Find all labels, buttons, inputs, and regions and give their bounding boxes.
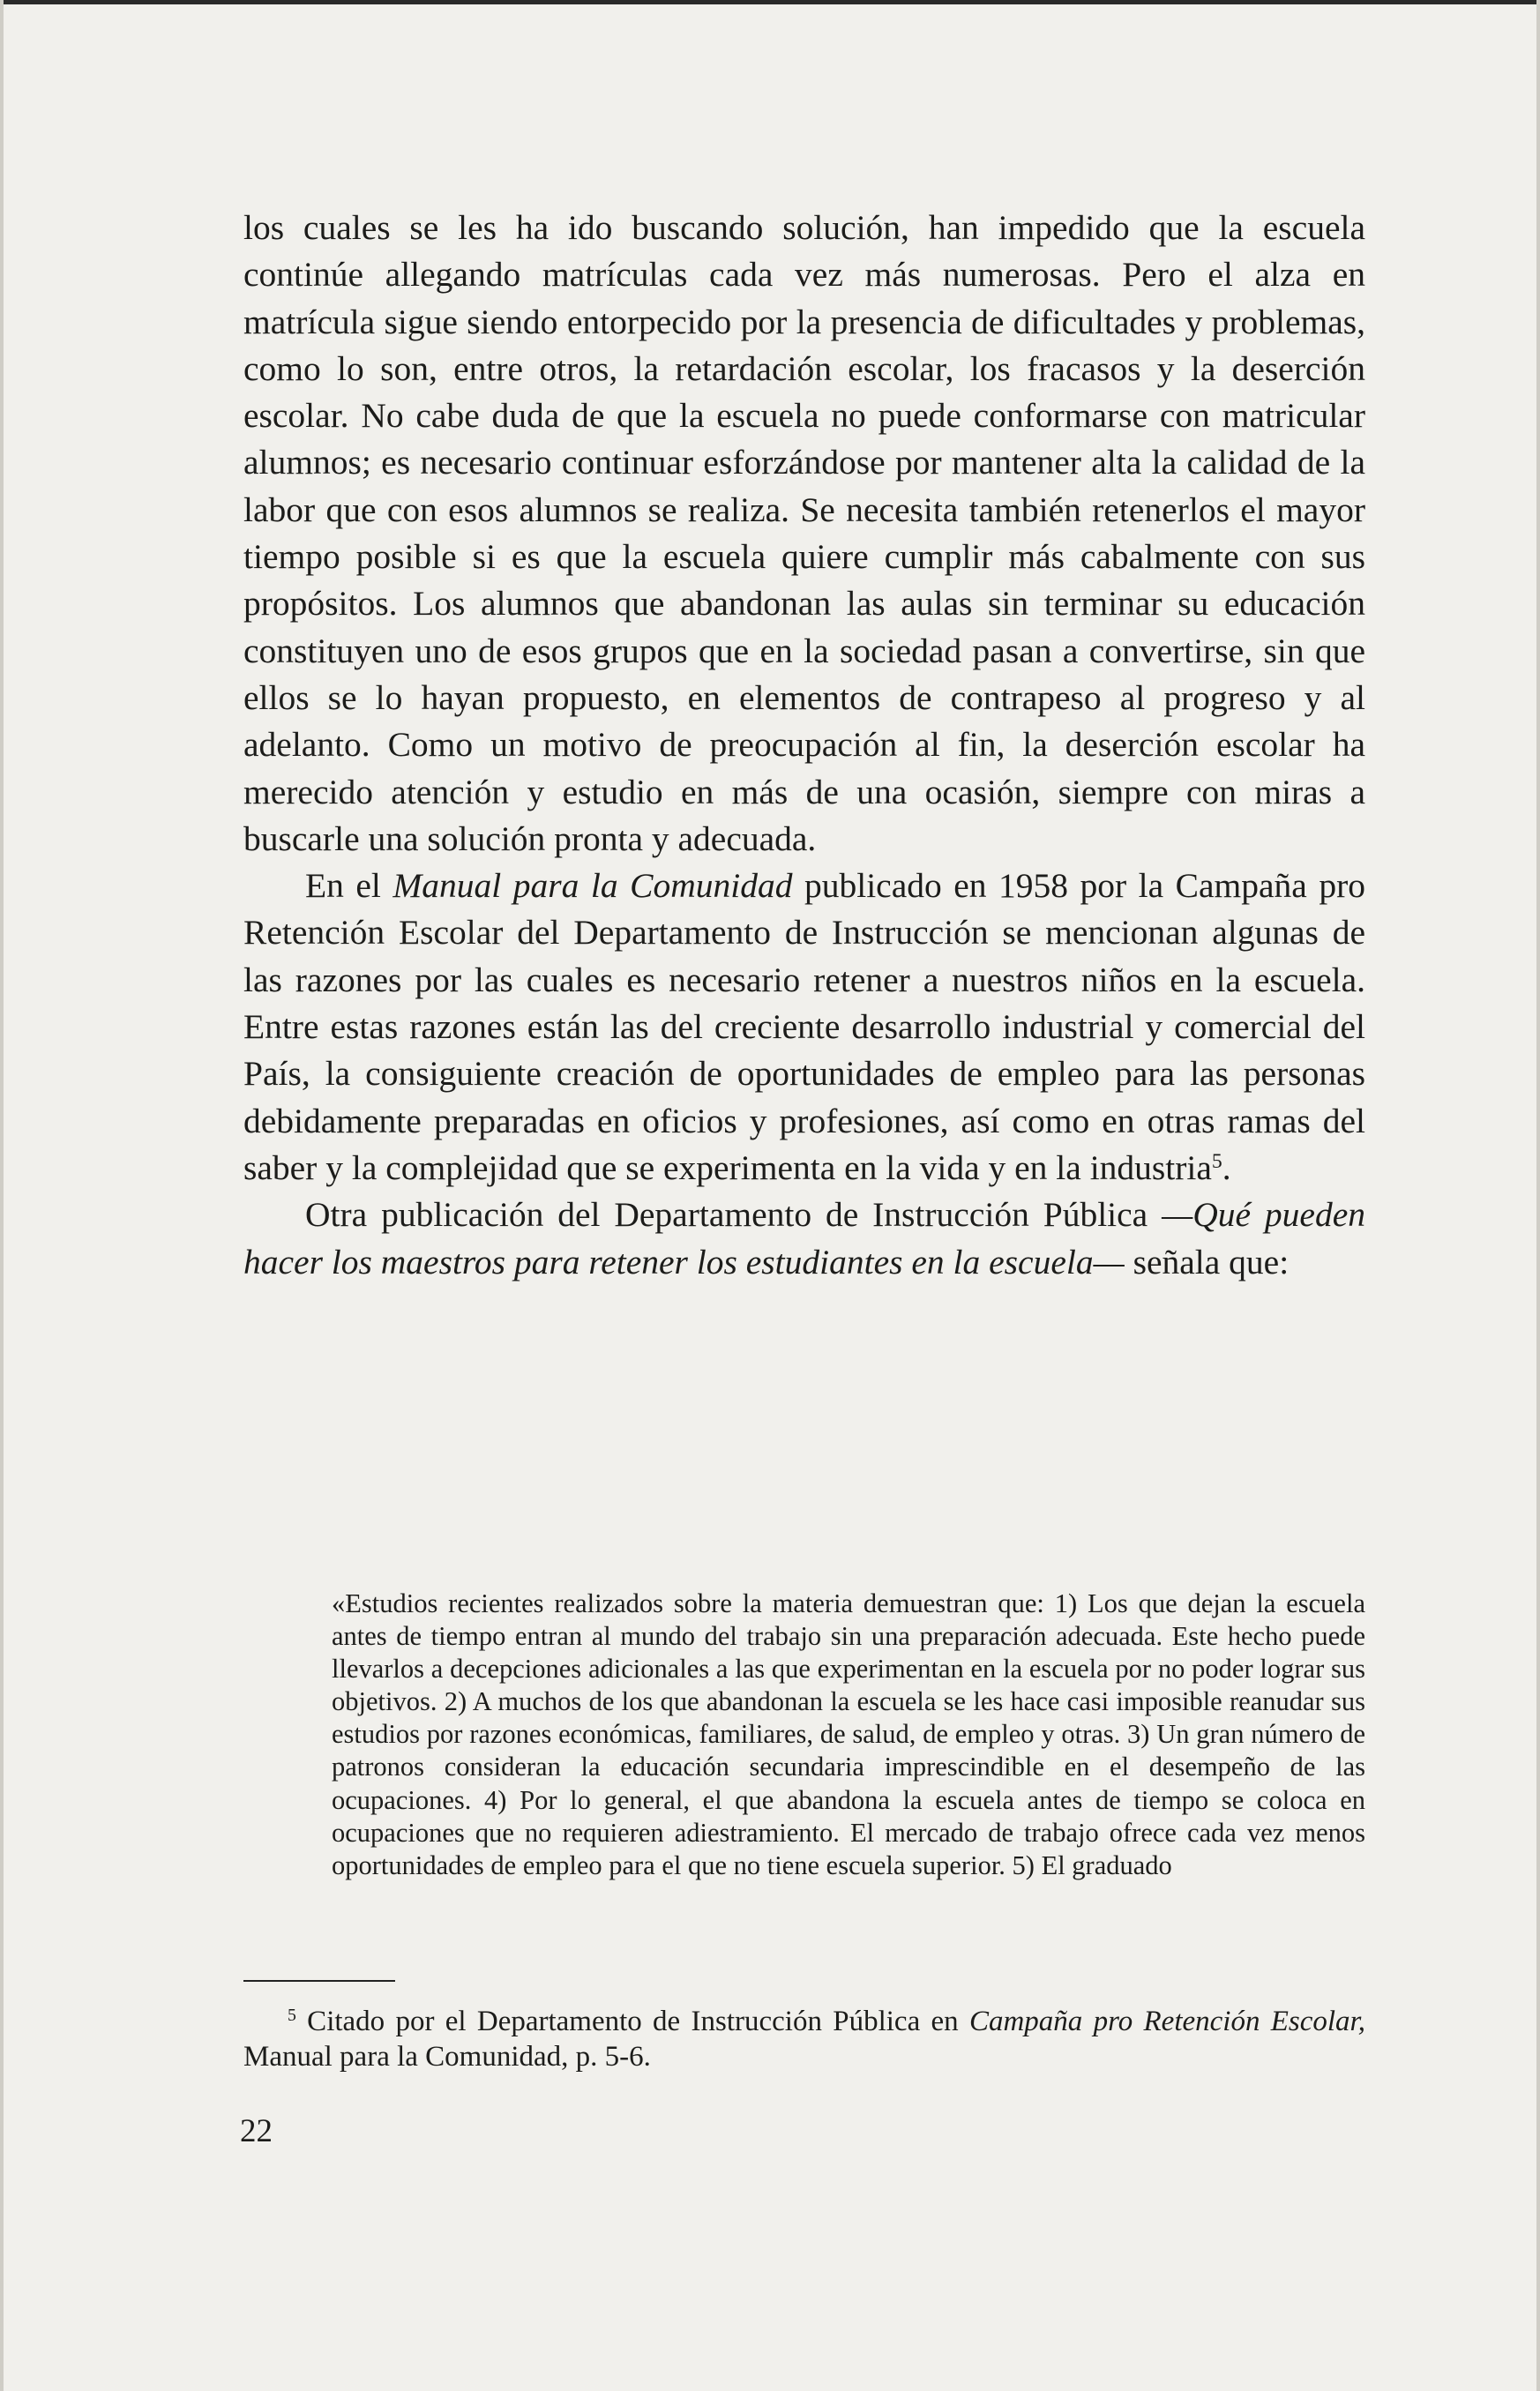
- page-number: 22: [240, 2113, 273, 2149]
- footnote-text-end: Manual para la Comunidad, p. 5-6.: [243, 2041, 651, 2073]
- block-quote: [332, 1588, 1365, 1882]
- footnote: [243, 2004, 1365, 2074]
- page-left-edge: [0, 0, 4, 2391]
- page-right-edge: [1536, 0, 1540, 2391]
- main-text: [243, 205, 1365, 1286]
- footnote-text-start: Citado por el Departamento de Instrucción Pública en: [295, 2006, 969, 2037]
- paragraph-3-end: señala que:: [1124, 1242, 1290, 1281]
- paragraph-2-body: publicado en 1958 por la Campaña pro Retención Escolar del Departamento de Instrucción se mencionan algunas de las razones por las cuales es necesario retener a nuestros niños en la escuela. Entre estas razones están las del creciente desarrollo industrial y comercial del País, la consiguiente creación de oportunidades de empleo para las personas debidamente preparadas en oficios y profesiones, así como en otras ramas del saber y la complejidad que se experimenta en la vida y en la industria: [243, 866, 1365, 1187]
- footnote-reference: 5: [1211, 1149, 1222, 1173]
- page-top-edge: [0, 0, 1540, 4]
- paragraph-3: [243, 1192, 1365, 1286]
- paragraph-2: [243, 863, 1365, 1192]
- publication-title: —Qué pueden hacer los maestros para retener los estudiantes en la escuela—: [243, 1195, 1365, 1281]
- footnote-marker: 5: [288, 2006, 296, 2026]
- footnote-title: Campaña pro Retención Escolar,: [968, 2006, 1365, 2037]
- footnote-rule: [243, 1980, 395, 1982]
- paragraph-2-start: En el: [305, 866, 393, 906]
- paragraph-3-start: Otra publicación del Departamento de Instrucción Pública: [305, 1195, 1162, 1235]
- quote-text: «Estudios recientes realizados sobre la materia demuestran que: 1) Los que dejan la escuela antes de tiempo entran al mundo del trabajo sin una preparación adecuada. Este hecho puede llevarlos a decepciones adicionales a las que experimentan en la escuela por no poder lograr sus objetivos. 2) A muchos de los que abandonan la escuela se les hace casi imposible reanudar sus estudios por razones económicas, familiares, de salud, de empleo y otras. 3) Un gran número de patronos consideran la educación secundaria imprescindible en el desempeño de las ocupaciones. 4) Por lo general, el que abandona la escuela antes de tiempo se coloca en ocupaciones que no requieren adiestramiento. El mercado de trabajo ofrece cada vez menos oportunidades de empleo para el que no tiene escuela superior. 5) El graduado: [332, 1588, 1365, 1880]
- paragraph-2-end: .: [1222, 1147, 1231, 1187]
- paragraph-1: los cuales se les ha ido buscando solución, han impedido que la escuela continúe allegando matrículas cada vez más numerosas. Pero el alza en matrícula sigue siendo entorpecido por la presencia de dificultades y problemas, como lo son, entre otros, la retardación escolar, los fracasos y la deserción escolar. No cabe duda de que la escuela no puede conformarse con matricular alumnos; es necesario continuar esforzándose por mantener alta la calidad de la labor que con esos alumnos se realiza. Se necesita también retenerlos el mayor tiempo posible si es que la escuela quiere cumplir más cabalmente con sus propósitos. Los alumnos que abandonan las aulas sin terminar su educación constituyen uno de esos grupos que en la sociedad pasan a convertirse, sin que ellos se lo hayan propuesto, en elementos de contrapeso al progreso y al adelanto. Como un motivo de preocupación al fin, la deserción escolar ha merecido atención y estudio en más de una ocasión, siempre con miras a buscarle una solución pronta y adecuada.: [243, 208, 1365, 858]
- manual-title: Manual para la Comunidad: [392, 866, 793, 906]
